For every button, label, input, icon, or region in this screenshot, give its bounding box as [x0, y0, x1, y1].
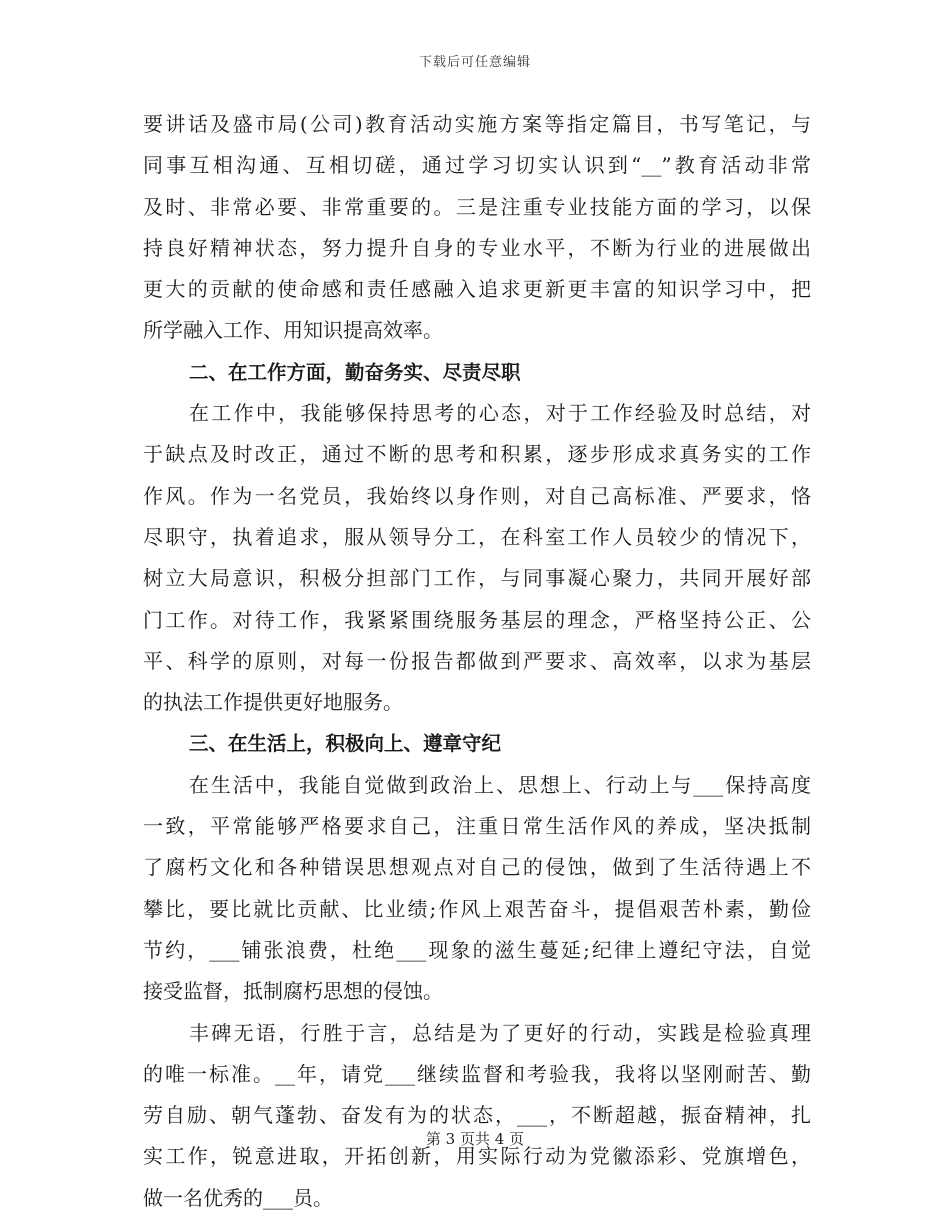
- text-line: 门工作。对待工作，我紧紧围绕服务基层的理念，严格坚持公正、公: [143, 607, 811, 632]
- text-line: 劳自励、朝气蓬勃、奋发有为的状态，___，不断超越，振奋精神，扎: [143, 1103, 811, 1128]
- text-line: 在生活中，我能自觉做到政治上、思想上、行动上与___保持高度: [189, 772, 811, 797]
- text-line: 一致，平常能够严格要求自己，注重日常生活作风的养成，坚决抵制: [143, 814, 811, 839]
- text-line: 所学融入工作、用知识提高效率。: [143, 318, 443, 343]
- text-line: 同事互相沟通、互相切磋，通过学习切实认识到“__”教育活动非常: [143, 153, 811, 178]
- text-line: 的执法工作提供更好地服务。: [143, 690, 403, 715]
- text-line: 的唯一标准。__年，请党___继续监督和考验我，我将以坚刚耐苦、勤: [143, 1061, 811, 1086]
- section-heading-work: 二、在工作方面，勤奋务实、尽责尽职: [189, 360, 521, 384]
- text-line: 在工作中，我能够保持思考的心态，对于工作经验及时总结，对: [189, 401, 811, 426]
- text-line: 攀比，要比就比贡献、比业绩;作风上艰苦奋斗，提倡艰苦朴素，勤俭: [143, 896, 811, 921]
- text-line: 更大的贡献的使命感和责任感融入追求更新更丰富的知识学习中，把: [143, 277, 811, 302]
- text-line: 了腐朽文化和各种错误思想观点对自己的侵蚀，做到了生活待遇上不: [143, 855, 811, 880]
- text-line: 平、科学的原则，对每一份报告都做到严要求、高效率，以求为基层: [143, 648, 811, 673]
- document-body: [143, 104, 811, 1219]
- text-line: 尽职守，执着追求，服从领导分工，在科室工作人员较少的情况下，: [143, 524, 811, 549]
- text-line: 接受监督，抵制腐朽思想的侵蚀。: [143, 979, 443, 1004]
- page-number: 第 3 页共 4 页: [425, 1130, 525, 1148]
- paragraph-continuation: [143, 104, 811, 352]
- page-header: 下载后可任意编辑: [418, 55, 531, 70]
- text-line: 持良好精神状态，努力提升自身的专业水平，不断为行业的进展做出: [143, 235, 811, 260]
- text-line: 及时、非常必要、非常重要的。三是注重专业技能方面的学习，以保: [143, 194, 811, 219]
- section-heading-life: 三、在生活上，积极向上、遵章守纪: [189, 732, 502, 756]
- text-line: 做一名优秀的___员。: [143, 1185, 333, 1210]
- paragraph-life: [143, 765, 811, 1013]
- text-line: 要讲话及盛市局(公司)教育活动实施方案等指定篇目，书写笔记，与: [143, 112, 811, 136]
- paragraph-conclusion: [143, 1013, 811, 1219]
- text-line: 节约，___铺张浪费，杜绝___现象的滋生蔓延;纪律上遵纪守法，自觉: [143, 937, 811, 962]
- text-line: 树立大局意识，积极分担部门工作，与同事凝心聚力，共同开展好部: [143, 566, 811, 591]
- paragraph-work: [143, 393, 811, 723]
- text-line: 于缺点及时改正，通过不断的思考和积累，逐步形成求真务实的工作: [143, 442, 811, 467]
- text-line: 作风。作为一名党员，我始终以身作则，对自己高标准、严要求，恪: [143, 483, 811, 508]
- text-line: 实工作，锐意进取，开拓创新，用实际行动为党徽添彩、党旗增色，: [143, 1144, 811, 1169]
- text-line: 丰碑无语，行胜于言，总结是为了更好的行动，实践是检验真理: [189, 1020, 811, 1045]
